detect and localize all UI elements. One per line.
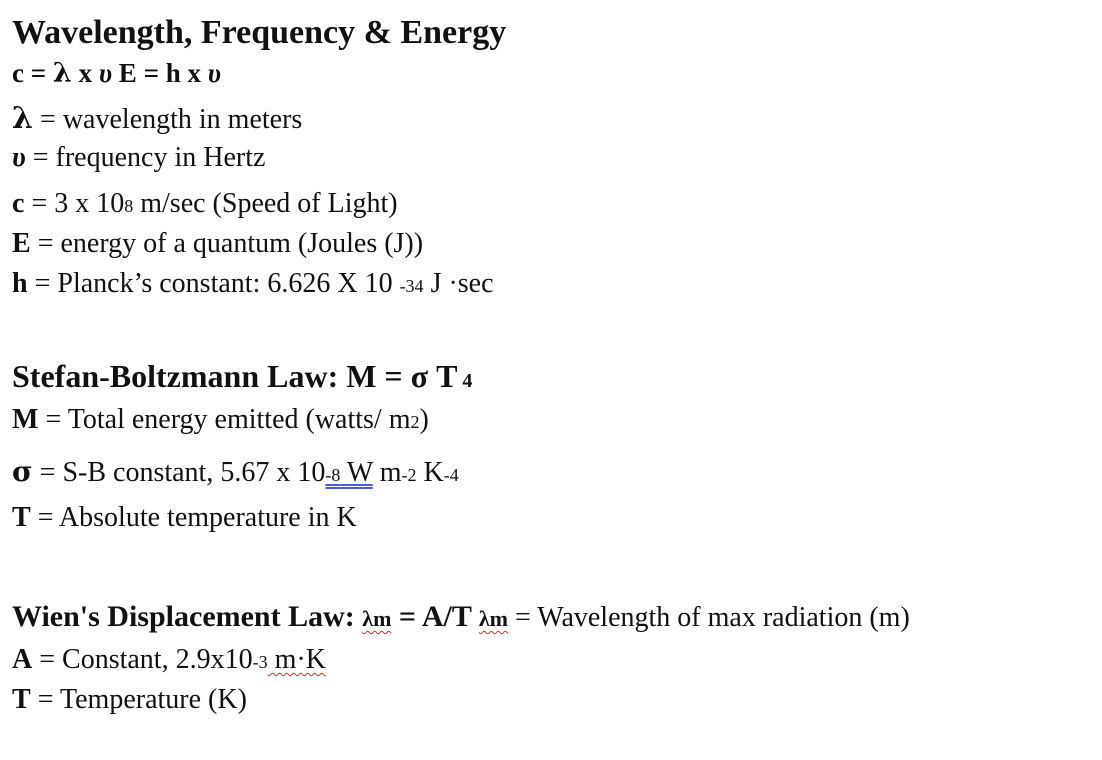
nu-symbol-2: υ (207, 58, 221, 88)
def-sigma-W: W (346, 457, 373, 488)
formula-equals: = (23, 58, 53, 88)
lambda-symbol: λ (12, 101, 34, 136)
section-title-stefan-boltzmann (12, 360, 472, 392)
T-symbol: T (12, 502, 31, 533)
def-M-exponent: 2 (410, 412, 420, 432)
def-c-text-b: m/sec (Speed of Light) (133, 188, 398, 219)
E-symbol: E (12, 228, 31, 259)
A-symbol: A (12, 644, 33, 675)
formula-c: c (12, 58, 24, 88)
def-T-temperature-text: = Temperature (K) (30, 684, 247, 715)
section-title-wavelength: Wavelength, Frequency & Energy (12, 14, 507, 51)
h-symbol: h (12, 268, 28, 299)
section-title-wien (12, 602, 910, 632)
def-sigma-K: K (416, 457, 444, 488)
lambda-max-symbol-2: λm (478, 606, 508, 631)
def-sigma-K-exponent: -4 (443, 465, 459, 485)
def-M-text-a: = Total energy emitted (watts/ m (38, 404, 411, 435)
stefan-boltzmann-title: Stefan-Boltzmann Law: M = σ T (12, 358, 458, 394)
def-sigma (12, 455, 459, 488)
def-h (12, 270, 494, 298)
wien-title: Wien's Displacement Law: (12, 600, 363, 633)
c-symbol: c (12, 188, 25, 219)
nu-symbol: υ (12, 142, 26, 173)
def-sigma-m-exponent: -2 (401, 465, 417, 485)
def-nu (12, 144, 265, 172)
def-T-absolute-text: = Absolute temperature in K (30, 502, 357, 533)
def-h-exponent: -34 (399, 276, 424, 296)
def-A-text-a: = Constant, 2.9x10 (32, 644, 253, 675)
def-T-absolute (12, 504, 357, 532)
wien-lambda-def: = Wavelength of max radiation (m) (507, 602, 910, 633)
def-sigma-exponent: -8 (325, 465, 341, 485)
formula-equals-2: = (136, 58, 166, 88)
formula-h: h (165, 58, 181, 88)
def-h-text-a: = Planck’s constant: 6.626 X 10 (27, 268, 400, 299)
formula-times-2: x (180, 58, 208, 88)
stefan-boltzmann-exponent (457, 370, 472, 392)
def-c (12, 190, 398, 218)
lambda-symbol: λ (52, 58, 72, 89)
def-nu-text: = frequency in Hertz (25, 142, 266, 173)
M-symbol: M (12, 404, 39, 435)
def-c-exponent: 8 (124, 196, 134, 216)
def-T-temperature (12, 686, 247, 714)
def-lambda (12, 101, 303, 136)
def-sigma-text-a: = S-B constant, 5.67 x 10 (32, 457, 326, 488)
formula-times: x (71, 58, 99, 88)
def-M (12, 406, 429, 434)
def-A-units: m·K (267, 644, 326, 675)
exponent-4: 4 (462, 370, 473, 392)
formula-wavelength-energy (12, 60, 221, 87)
def-c-text-a: = 3 x 10 (24, 188, 125, 219)
nu-symbol: υ (98, 58, 113, 88)
def-A (12, 646, 326, 674)
def-E-text: = energy of a quantum (Joules (J)) (30, 228, 424, 259)
def-A-exponent: -3 (252, 652, 268, 672)
def-h-text-b: J ·sec (423, 268, 494, 299)
def-E (12, 230, 423, 258)
formula-E: E (112, 58, 137, 88)
def-lambda-text: = wavelength in meters (33, 104, 303, 135)
lambda-max-symbol: λm (362, 606, 392, 631)
def-M-text-b: ) (419, 404, 429, 435)
def-sigma-m: m (372, 457, 402, 488)
wien-formula: = A/T (391, 600, 479, 633)
T-symbol: T (12, 684, 31, 715)
sigma-symbol: σ (12, 455, 33, 488)
